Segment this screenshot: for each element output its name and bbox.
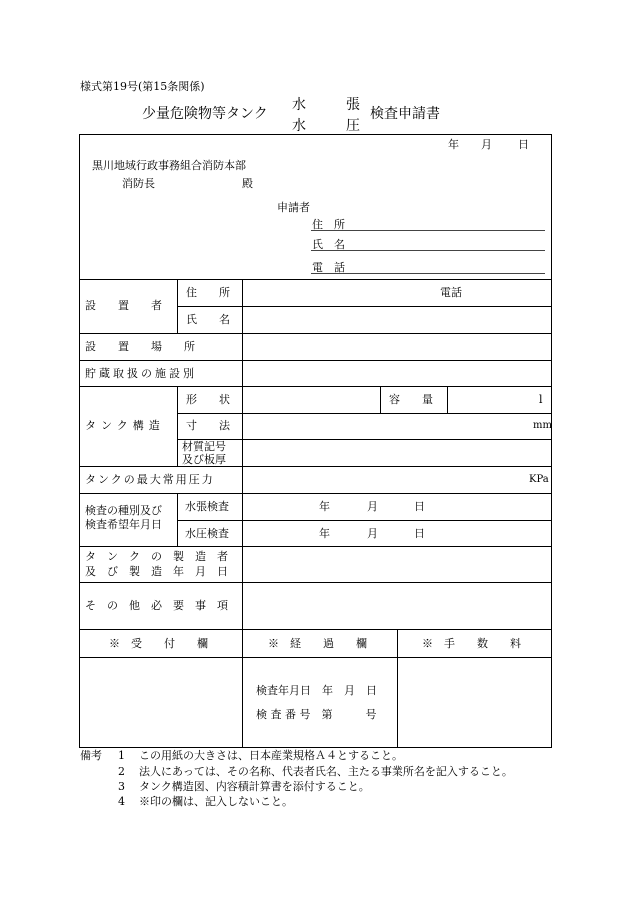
table-line — [79, 657, 551, 658]
title-main: 少量危険物等タンク — [142, 106, 268, 122]
inspection-number: 検 査 番 号 第 号 — [256, 708, 377, 721]
water-fill-month: 月 — [367, 500, 378, 513]
installer-name-label: 氏 名 — [186, 313, 230, 326]
note-number: 3 — [118, 780, 125, 793]
applicant-phone-line[interactable] — [311, 273, 545, 274]
material-label-2: 及び板厚 — [182, 453, 226, 466]
table-line — [177, 413, 551, 414]
applicant-phone-label: 電 話 — [312, 261, 345, 274]
table-line — [177, 439, 551, 440]
water-pressure-day: 日 — [414, 527, 425, 540]
maker-label-1: タ ン ク の 製 造 者 — [85, 550, 228, 563]
water-pressure-label: 水圧検査 — [185, 527, 229, 540]
note-text: タンク構造図、内容積計算書を添付すること。 — [139, 780, 370, 793]
other-label: そ の 他 必 要 事 項 — [85, 599, 228, 612]
note-number: 1 — [118, 749, 125, 762]
material-label-1: 材質記号 — [182, 440, 226, 453]
recipient-title: 消防長 — [122, 177, 155, 190]
title-lower-left: 水 — [292, 118, 306, 134]
inspection-date: 検査年月日 年 月 日 — [256, 684, 377, 697]
note-text: この用紙の大きさは、日本産業規格Ａ４とすること。 — [139, 749, 403, 762]
water-fill-day: 日 — [414, 500, 425, 513]
table-line — [79, 386, 551, 387]
table-vline — [242, 279, 243, 747]
header-day: 日 — [518, 138, 529, 151]
installer-address-label: 住 所 — [186, 286, 230, 299]
shape-label: 形 状 — [186, 393, 230, 406]
applicant-address-label: 住 所 — [312, 218, 345, 231]
notes-label: 備考 — [80, 749, 102, 762]
dimension-unit: mm — [533, 420, 552, 431]
frame-right-line — [551, 134, 552, 747]
note-number: 2 — [118, 765, 125, 778]
applicant-label: 申請者 — [277, 201, 310, 214]
water-pressure-year: 年 — [319, 527, 330, 540]
applicant-name-line[interactable] — [311, 250, 545, 251]
capacity-label: 容 量 — [389, 393, 433, 406]
title-upper-right: 張 — [346, 97, 360, 113]
table-vline — [177, 386, 178, 466]
reception-header: ※ 受 付 欄 — [109, 637, 208, 650]
table-line — [79, 466, 551, 467]
applicant-address-line[interactable] — [311, 230, 545, 231]
header-year: 年 — [448, 138, 459, 151]
table-vline — [447, 386, 448, 413]
tank-structure-label: タンク構造 — [85, 419, 165, 432]
table-line — [79, 629, 551, 630]
inspection-label-1: 検査の種別及び — [85, 504, 162, 517]
water-pressure-month: 月 — [367, 527, 378, 540]
dimension-label: 寸 法 — [186, 419, 230, 432]
water-fill-year: 年 — [319, 500, 330, 513]
recipient-honorific: 殿 — [242, 177, 253, 190]
form-number: 様式第19号(第15条関係) — [80, 80, 205, 93]
water-fill-label: 水張検査 — [185, 500, 229, 513]
progress-header: ※ 経 過 欄 — [268, 637, 367, 650]
header-month: 月 — [481, 138, 492, 151]
facility-label: 貯蔵取扱の施設別 — [85, 367, 197, 380]
table-vline — [380, 386, 381, 413]
fee-header: ※ 手 数 料 — [422, 637, 521, 650]
capacity-unit: l — [539, 393, 543, 406]
title-upper-left: 水 — [292, 97, 306, 113]
table-line — [177, 306, 551, 307]
title-suffix: 検査申請書 — [370, 106, 440, 122]
note-number: 4 — [118, 795, 125, 808]
table-line — [79, 279, 551, 280]
table-vline — [177, 279, 178, 333]
table-line — [79, 546, 551, 547]
applicant-name-label: 氏 名 — [312, 238, 345, 251]
frame-top-line — [79, 134, 551, 135]
note-text: 法人にあっては、その名称、代表者氏名、主たる事業所名を記入すること。 — [139, 765, 513, 778]
table-line — [79, 333, 551, 334]
table-vline — [397, 629, 398, 747]
installer-phone-label: 電話 — [440, 286, 462, 299]
table-line — [79, 582, 551, 583]
frame-left-line — [79, 134, 80, 747]
table-line — [177, 520, 551, 521]
title-lower-right: 圧 — [346, 118, 360, 134]
table-vline — [177, 493, 178, 546]
table-line — [79, 493, 551, 494]
max-pressure-label: タンクの最大常用圧力 — [85, 473, 215, 486]
location-label: 設 置 場 所 — [85, 340, 195, 353]
note-text: ※印の欄は、記入しないこと。 — [139, 795, 293, 808]
table-line — [79, 360, 551, 361]
frame-bottom-line — [79, 747, 552, 748]
recipient-org: 黒川地域行政事務組合消防本部 — [92, 159, 246, 172]
maker-label-2: 及 び 製 造 年 月 日 — [85, 565, 228, 578]
pressure-unit: KPa — [529, 474, 549, 485]
installer-label: 設 置 者 — [85, 299, 162, 312]
inspection-label-2: 検査希望年月日 — [85, 518, 162, 531]
